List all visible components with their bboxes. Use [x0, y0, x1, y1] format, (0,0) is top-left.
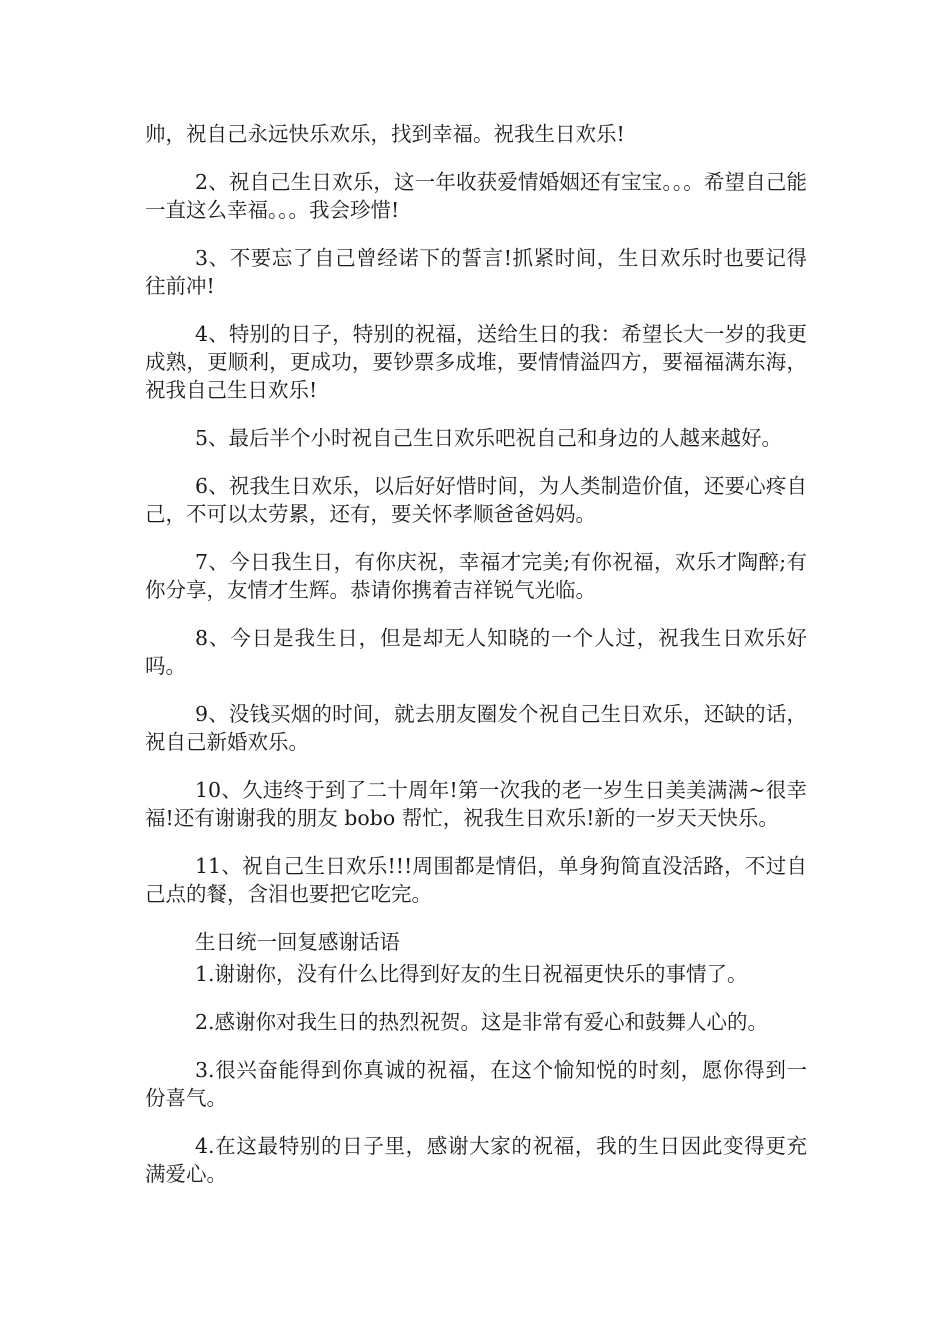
wish-item-9: 9、没钱买烟的时间，就去朋友圈发个祝自己生日欢乐，还缺的话，祝自己新婚欢乐。: [145, 702, 807, 754]
wish-item-3: 3、不要忘了自己曾经诺下的誓言!抓紧时间，生日欢乐时也要记得往前冲!: [145, 246, 807, 298]
paragraph-continuation: 帅，祝自己永远快乐欢乐，找到幸福。祝我生日欢乐!: [145, 122, 625, 146]
section-heading: 生日统一回复感谢话语: [195, 930, 400, 954]
thanks-item-4: 4.在这最特别的日子里，感谢大家的祝福，我的生日因此变得更充满爱心。: [145, 1134, 807, 1186]
document-body: [145, 120, 807, 1188]
thanks-item-1: 1.谢谢你，没有什么比得到好友的生日祝福更快乐的事情了。: [195, 962, 748, 986]
wish-item-8: 8、今日是我生日，但是却无人知晓的一个人过，祝我生日欢乐好吗。: [145, 626, 807, 678]
wish-item-10: 10、久违终于到了二十周年!第一次我的老一岁生日美美满满~很幸福!还有谢谢我的朋友 bobo 帮忙，祝我生日欢乐!新的一岁天天快乐。: [145, 778, 807, 830]
thanks-item-3: 3.很兴奋能得到你真诚的祝福，在这个愉知悦的时刻，愿你得到一份喜气。: [145, 1058, 807, 1110]
wish-item-2: 2、祝自己生日欢乐，这一年收获爱情婚姻还有宝宝。。。希望自己能一直这么幸福。。。我会珍惜!: [145, 170, 807, 222]
wish-item-7: 7、今日我生日，有你庆祝，幸福才完美;有你祝福，欢乐才陶醉;有你分享，友情才生辉。恭请你携着吉祥锐气光临。: [145, 550, 807, 602]
thanks-item-2: 2.感谢你对我生日的热烈祝贺。这是非常有爱心和鼓舞人心的。: [195, 1010, 769, 1034]
wish-item-4: 4、特别的日子，特别的祝福，送给生日的我：希望长大一岁的我更成熟，更顺利，更成功，要钞票多成堆，要情情溢四方，要福福满东海，祝我自己生日欢乐!: [145, 322, 807, 402]
wish-item-11: 11、祝自己生日欢乐!!!周围都是情侣，单身狗简直没活路，不过自己点的餐，含泪也要把它吃完。: [145, 854, 807, 906]
wish-item-6: 6、祝我生日欢乐，以后好好惜时间，为人类制造价值，还要心疼自己，不可以太劳累，还有，要关怀孝顺爸爸妈妈。: [145, 474, 807, 526]
wish-item-5: 5、最后半个小时祝自己生日欢乐吧祝自己和身边的人越来越好。: [195, 426, 783, 450]
